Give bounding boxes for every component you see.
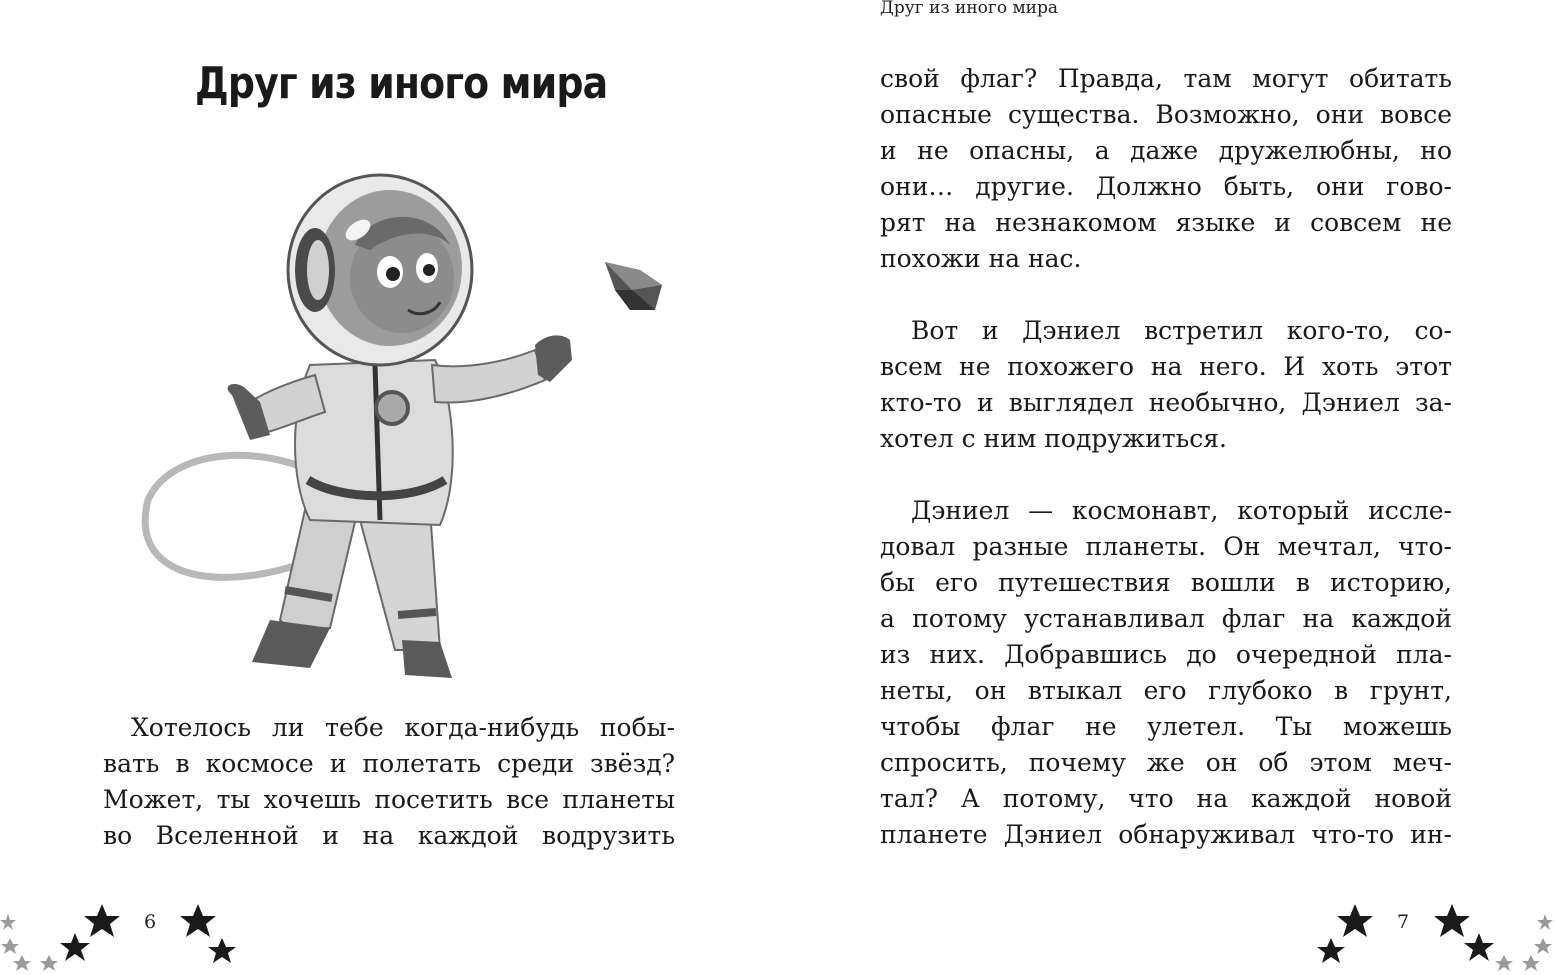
star-icon <box>1522 955 1540 971</box>
paragraph <box>880 61 1452 277</box>
text-line: рят на незнакомом языке и совсем не <box>880 208 1452 237</box>
running-header: Друг из иного мира <box>880 0 1059 18</box>
text-line: во Вселенной и на каждой водрузить <box>103 821 675 850</box>
paragraph <box>880 493 1452 853</box>
intro-paragraph <box>103 710 675 854</box>
text-line: неты, он втыкал его глубоко в грунт, <box>880 676 1452 705</box>
body-text-right <box>880 61 1452 853</box>
star-icon <box>1464 933 1494 961</box>
star-icon <box>1 938 19 954</box>
text-line: Дэниел — космонавт, который иссле- <box>911 496 1452 525</box>
star-icon <box>84 904 120 937</box>
star-icon <box>40 955 58 971</box>
star-icon <box>60 933 90 961</box>
text-line: бы его путешествия вошли в историю, <box>880 568 1452 597</box>
page-number-left: 6 <box>144 911 157 933</box>
text-line: из них. Добравшись до очередной пла- <box>880 640 1452 669</box>
page-number-right: 7 <box>1397 911 1410 933</box>
text-line: кто-то и выглядел необычно, Дэниел за- <box>880 388 1452 417</box>
left-page <box>0 0 777 975</box>
text-line: довал разные планеты. Он мечтал, что- <box>880 532 1452 561</box>
star-decoration-right <box>1315 900 1555 975</box>
text-line: чтобы флаг не улетел. Ты можешь <box>880 712 1452 741</box>
text-line: вать в космосе и полетать среди звёзд? <box>103 749 675 778</box>
star-icon <box>1337 904 1373 937</box>
star-decoration-left <box>0 900 240 975</box>
text-line: всем не похожего на него. И хоть этот <box>880 352 1452 381</box>
text-line: планете Дэниел обнаруживал что-то ин- <box>880 820 1452 849</box>
text-line: похожи на нас. <box>880 244 1082 273</box>
star-icon <box>13 955 31 971</box>
star-icon <box>1495 955 1513 971</box>
star-icon <box>1537 914 1553 930</box>
text-line: спросить, почему же он об этом меч- <box>880 748 1452 777</box>
paragraph <box>880 313 1452 457</box>
star-icon <box>1534 938 1552 954</box>
floating-rock-icon <box>605 262 662 310</box>
star-icon <box>0 914 16 930</box>
text-line: свой флаг? Правда, там могут обитать <box>880 64 1452 93</box>
chapter-title: Друг из иного мира <box>195 58 608 109</box>
astronaut-illustration <box>140 150 670 685</box>
star-icon <box>1317 938 1345 963</box>
text-line: Вот и Дэниел встретил кого-то, со- <box>911 316 1452 345</box>
text-line: опасные существа. Возможно, они вовсе <box>880 100 1452 129</box>
text-line: и не опасны, а даже дружелюбны, но <box>880 136 1452 165</box>
star-icon <box>1434 904 1470 937</box>
text-line: они… другие. Должно быть, они гово- <box>880 172 1452 201</box>
text-line: хотел с ним подружиться. <box>880 424 1227 453</box>
text-line: Может, ты хочешь посетить все планеты <box>103 785 675 814</box>
star-icon <box>180 904 216 937</box>
star-icon <box>208 938 236 963</box>
text-line: Хотелось ли тебе когда-нибудь побы- <box>131 713 675 742</box>
text-line: а потому устанавливал флаг на каждой <box>880 604 1452 633</box>
text-line: тал? А потому, что на каждой новой <box>880 784 1452 813</box>
right-page <box>777 0 1555 975</box>
